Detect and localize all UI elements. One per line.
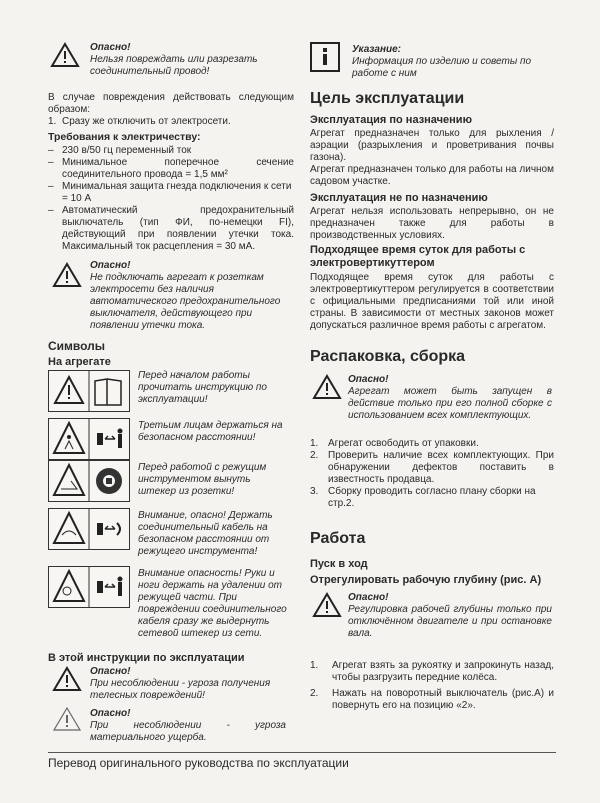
intended-text: Агрегат предназначен только для рыхления / аэрации (разрыхления и проветривания почвы газона). (310, 128, 554, 163)
symbol-text: Перед началом работы прочитать инструкцию по эксплуатации! (138, 370, 267, 405)
hands-feet-pictogram (48, 566, 130, 608)
intended-text-2: Агрегат предназначен только для работы на личном садовом участке. (310, 164, 554, 187)
unpack-steps (310, 438, 554, 510)
warning-text: Агрегат может быть запущен в действие только при его полной сборке с использованием всех комплектующих. (348, 386, 552, 421)
time-title: Подходящее время суток для работы с электровертикуттером (310, 244, 526, 269)
list-item: 3. Сборку проводить согласно плану сборки на стр.2. (310, 486, 536, 509)
warning-text: Регулировка рабочей глубины только при отключённом двигателе и при остановке вала. (348, 604, 552, 639)
damage-intro: В случае повреждения действовать следующим образом: (48, 92, 294, 115)
footer-text: Перевод оригинального руководства по эксплуатации (48, 752, 556, 769)
symbol-text: Перед работой с режущим инструментом вынуть штекер из розетки! (138, 462, 267, 497)
warning-text: При несоблюдении - угроза материального ущерба. (90, 720, 286, 743)
warning-title: Опасно! (348, 592, 389, 603)
warning-title: Опасно! (90, 42, 131, 53)
symbols-title: Символы (48, 339, 106, 353)
on-unit-title: На агрегате (48, 356, 111, 368)
note-title: Указание: (352, 44, 401, 55)
damage-step: 1. Сразу же отключить от электросети. (48, 116, 231, 127)
warning-text: Нельзя повреждать или разрезать соединительный провод! (90, 54, 258, 77)
intended-title: Эксплуатация по назначению (310, 114, 472, 126)
warning-icon (50, 42, 80, 68)
list-item: 1. Агрегат освободить от упаковки. (310, 438, 479, 449)
not-intended-title: Эксплуатация не по назначению (310, 192, 488, 204)
symbol-text: Внимание, опасно! Держать соединительный кабель на безопасном расстоянии от режущего инструмента! (138, 510, 273, 557)
warning-text: Не подключать агрегат к розеткам электросети без наличия автоматического предохранительного выключателя, действующего при появлении утечки тока. (90, 272, 281, 331)
warning-icon (52, 262, 82, 288)
elec-list (48, 145, 294, 253)
depth-title: Отрегулировать рабочую глубину (рис. А) (310, 574, 542, 586)
keep-distance-pictogram (48, 418, 130, 460)
warning-title: Опасно! (90, 260, 131, 271)
work-steps (310, 660, 554, 712)
warning-text: При несоблюдении - угроза получения телесных повреждений! (90, 678, 271, 701)
work-title: Работа (310, 530, 366, 547)
list-item: 2. Нажать на поворотный выключатель (рис.А) и повернуть его на позицию «2». (310, 688, 554, 711)
list-item: 1. Агрегат взять за рукоятку и запрокинуть назад, чтобы разгрузить передние колёса. (310, 660, 554, 683)
start-title: Пуск в ход (310, 558, 368, 570)
warning-title: Опасно! (90, 666, 131, 677)
warning-icon (312, 374, 342, 400)
elec-title: Требования к электричеству: (48, 131, 201, 143)
info-icon (310, 42, 340, 72)
time-text: Подходящее время суток для работы с электровертикуттером регулируется в соответствии с официальными предписаниями той или иной страны. В зависимости от местных законов может допускаться различное время работы с агрегатом. (310, 272, 554, 331)
list-item: – Минимальное поперечное сечение соединительного провода = 1,5 мм² (48, 157, 294, 180)
in-manual-title: В этой инструкции по эксплуатации (48, 652, 245, 664)
not-intended-text: Агрегат нельзя использовать непрерывно, он не предназначен также для работы в производственных условиях. (310, 206, 554, 241)
symbol-text: Третьим лицам держаться на безопасном расстоянии! (138, 420, 283, 443)
warning-title: Опасно! (348, 374, 389, 385)
list-item: – Минимальная защита гнезда подключения к сети = 10 А (48, 181, 292, 204)
unpack-title: Распаковка, сборка (310, 348, 466, 365)
warning-title: Опасно! (90, 708, 131, 719)
cable-distance-pictogram (48, 508, 130, 550)
list-item: 2. Проверить наличие всех комплектующих. При обнаружении дефектов поставить в известность продавца. (310, 450, 554, 485)
purpose-title: Цель эксплуатации (310, 90, 465, 107)
symbol-text: Внимание опасность! Руки и ноги держать на удалении от режущей части. При повреждении соединительного кабеля сразу же выдернуть сетевой штекер из сети. (138, 568, 287, 639)
list-item: – Автоматический предохранительный выключатель (тип ФИ, по-немецки FI), действующий при появлении утечки тока. Максимальный ток расцепления = 30 мА. (48, 205, 294, 252)
warning-icon (312, 592, 342, 618)
note-text: Информация по изделию и советы по работе с ним (352, 56, 532, 79)
warning-icon-outline (52, 706, 82, 732)
warning-icon (52, 666, 82, 692)
list-item: – 230 в/50 гц переменный ток (48, 145, 192, 156)
unplug-pictogram (48, 460, 130, 502)
read-manual-pictogram (48, 370, 130, 412)
